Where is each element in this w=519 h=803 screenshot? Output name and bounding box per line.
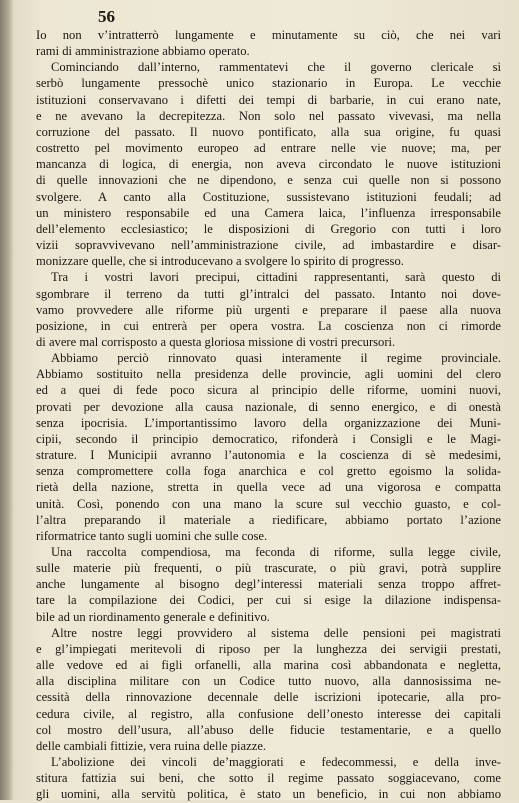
text-line: delle cambiali fittizie, vera ruina delle piazze. (36, 738, 267, 753)
text-line: unità. Così, ponendo con una mano la scure sul vecchio guasto, e col- (36, 496, 501, 511)
text-line: Io non v’intratterrò lungamente e minutamente su ciò, che nei vari (36, 28, 501, 42)
text-line: corruzione del passato. Il nuovo pontificato, alla sua origine, fu quasi (36, 124, 501, 139)
text-line: Tra i vostri lavori precipui, cittadini rappresentanti, sarà questo di (51, 270, 501, 285)
text-line: col mostro dell’usura, all’abuso delle fiducie testamentarie, e a quello (36, 722, 501, 737)
page-text (36, 27, 501, 803)
text-line: provati per devozione alla causa nazionale, di senno energico, e di onestà (36, 399, 501, 414)
binding-shadow (0, 0, 14, 800)
text-line: alla disciplina militare con un Codice tutto nuovo, alla dannosissima ne- (36, 674, 501, 689)
text-line: e gl’impiegati meritevoli di riposo per la lunghezza dei servigii prestati, (36, 641, 501, 656)
text-line: Altre nostre leggi provvidero al sistema delle pensioni pei magistrati (51, 625, 501, 640)
text-line: stitura fattizia sui beni, che sotto il regime passato soggiacevano, come (36, 771, 501, 786)
text-line: vamo provvedere alle riforme più urgenti e preparare il paese alla nuova (36, 302, 501, 317)
text-line: cipii, secondo il principio democratico, rifonderà i Consigli e le Magi- (36, 431, 501, 446)
text-line: di avere mal corrisposto a questa gloriosa missione di vostri precursori. (36, 334, 396, 349)
text-line: istituzioni conservavano i difetti dei tempi di barbarie, in cui erano nate, (36, 92, 501, 107)
text-line: Abbiamo perciò rinnovato quasi interamente il regime provinciale. (51, 351, 501, 366)
text-line: anche lungamente al bisogno degl’interessi materiali senza troppo affret- (36, 577, 501, 592)
text-line: strature. I Municipii avranno l’autonomia e la coscienza di sè medesimi, (36, 448, 501, 463)
text-line: l’altra preparando il materiale a riedificare, abbiamo portato l’azione (36, 512, 501, 527)
text-line: Una raccolta compendiosa, ma feconda di riforme, sulla legge civile, (51, 545, 501, 559)
paragraph (36, 544, 501, 625)
paragraph (36, 350, 501, 544)
text-line: un ministero responsabile ed una Camera laica, l’influenza irresponsabile (36, 205, 501, 220)
page-number: 56 (98, 7, 115, 26)
text-line: alle vedove ed ai figli orfanelli, alla marina così abbandonata e negletta, (36, 658, 501, 673)
text-line: ed a quei di fede poco sicura al principio delle riforme, uomini nuovi, (36, 383, 501, 398)
text-line: rami di amministrazione abbiamo operato. (36, 44, 250, 59)
text-line: mancanza di logica, di energia, non aveva circondato le nuove istituzioni (36, 157, 501, 172)
text-line: bile ad un riordinamento generale e definitivo. (36, 609, 270, 624)
text-line: cedura civile, al registro, alla confusione dell’onesto interesse dei capitali (36, 706, 501, 721)
text-line: costretto pel movimento europeo ad entrare nelle vie nuove; ma, per (36, 141, 501, 156)
text-line: sgombrare il terreno da tutti gl’intralci del passato. Intanto noi dove- (36, 286, 501, 301)
paragraph (36, 625, 501, 754)
text-line: rietà della nazione, stretta in quella vece ad una vigorosa e compatta (36, 480, 501, 495)
paragraph (36, 269, 501, 350)
text-line: senza ipocrisia. L’importantissimo lavoro della organizzazione dei Muni- (36, 415, 501, 430)
paragraph (36, 59, 501, 269)
text-line: L’abolizione dei vincoli de’maggiorati e fedecommessi, e della inve- (51, 755, 501, 770)
text-line: sulle materie più frequenti, o più trascurate, o più gravi, potrà supplire (36, 561, 501, 576)
text-line: di quelle innovazioni che ne dipendono, e senza cui quelle non si possono (36, 173, 501, 188)
text-line: vizii sopravvivevano nell’amministrazione civile, ad imbastardire e disar- (36, 238, 501, 253)
text-line: Cominciando dall’interno, rammentatevi che il governo clericale si (51, 60, 501, 75)
text-line: riformatrice tanto sugli uomini che sulle cose. (36, 528, 268, 543)
text-line: senza compromettere colla foga anarchica e col gretto egoismo la solida- (36, 464, 501, 479)
text-line: posizione, in cui entrerà per opera vostra. La coscienza non ci rimorde (36, 318, 501, 333)
text-line: serbò lungamente pressochè unico stazionario in Europa. Le vecchie (36, 76, 501, 91)
text-line: monizzare quelle, che si introducevano a svolgere lo spirito di progresso. (36, 254, 404, 269)
text-line: tare la compilazione dei Codici, per cui si esige la dilazione indispensa- (36, 593, 501, 608)
paragraph (36, 754, 501, 802)
text-line: dell’elemento ecclesiastico; le disposizioni di Gregorio con tutti i loro (36, 221, 501, 236)
text-line: e ne avevano la decrepitezza. Non solo nel passato vivevasi, ma nella (36, 108, 501, 123)
text-line: Abbiamo sostituito nella presidenza delle provincie, agli uomini del clero (36, 367, 501, 382)
text-line: cessità della rinnovazione decennale delle iscrizioni ipotecarie, alla pro- (36, 690, 501, 705)
paragraph (36, 27, 501, 59)
text-line: gli uomini, alla servitù politica, è stato un beneficio, in cui non abbiamo (36, 787, 501, 802)
text-line: svolgere. A canto alla Costituzione, sussistevano istituzioni feudali; ad (36, 189, 501, 204)
